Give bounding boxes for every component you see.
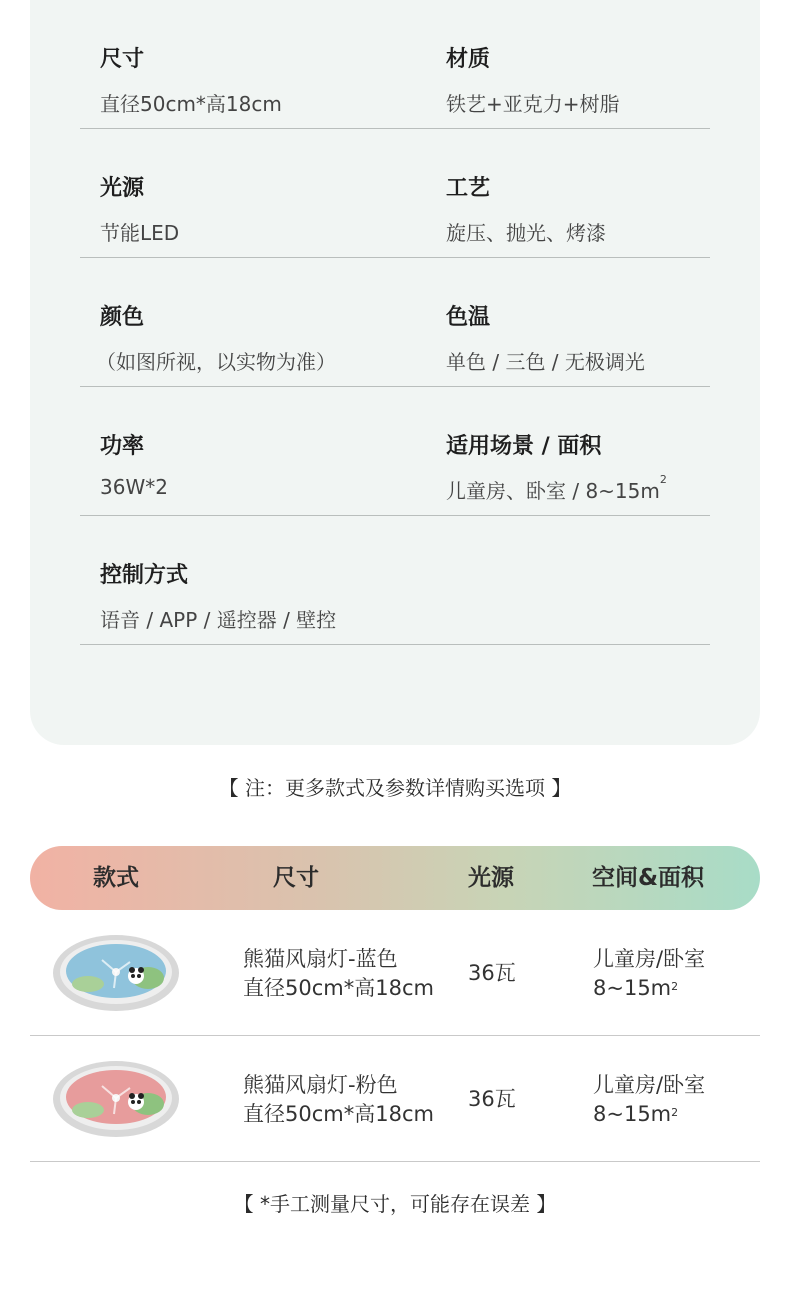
superscript: 2 xyxy=(671,980,679,993)
table-row xyxy=(30,1036,760,1162)
spec-row-size-material xyxy=(80,0,710,129)
spec-value-text: 儿童房、卧室 / 8~15m xyxy=(446,479,660,503)
spec-row-power-scene xyxy=(80,387,710,516)
spec-label: 控制方式 xyxy=(100,563,189,588)
spec-label: 尺寸 xyxy=(100,47,145,72)
spec-label: 功率 xyxy=(100,434,145,459)
lamp-thumbnail-pink xyxy=(52,1060,180,1138)
spec-value: 节能LED xyxy=(100,221,180,245)
options-note: 【 注：更多款式及参数详情购买选项 】 xyxy=(218,776,572,800)
table-row xyxy=(30,910,760,1036)
measure-note: 【 *手工测量尺寸，可能存在误差 】 xyxy=(233,1192,557,1216)
area-text: 8~15m xyxy=(593,1102,672,1126)
product-area xyxy=(593,974,678,1003)
spec-label: 色温 xyxy=(446,305,491,330)
spec-value: 直径50cm*高18cm xyxy=(100,92,282,116)
product-power: 36瓦 xyxy=(468,1087,516,1111)
spec-value: 旋压、抛光、烤漆 xyxy=(446,221,606,245)
superscript: 2 xyxy=(659,473,667,486)
spec-label: 光源 xyxy=(100,176,145,201)
spec-row-light-craft xyxy=(80,129,710,258)
product-space: 儿童房/卧室 xyxy=(593,947,706,971)
product-power: 36瓦 xyxy=(468,961,516,985)
spec-card xyxy=(30,0,760,745)
header-light-source: 光源 xyxy=(468,865,514,891)
header-size: 尺寸 xyxy=(273,865,319,891)
spec-value: （如图所视，以实物为准） xyxy=(96,350,336,374)
lamp-thumbnail-blue xyxy=(52,934,180,1012)
product-space: 儿童房/卧室 xyxy=(593,1073,706,1097)
product-size: 直径50cm*高18cm xyxy=(243,1102,434,1126)
table-header xyxy=(30,846,760,910)
spec-label: 工艺 xyxy=(446,176,491,201)
product-area xyxy=(593,1100,678,1129)
product-name: 熊猫风扇灯-蓝色 xyxy=(243,947,398,971)
spec-label: 颜色 xyxy=(100,305,145,330)
header-style: 款式 xyxy=(93,865,139,891)
spec-value: 单色 / 三色 / 无极调光 xyxy=(446,350,645,374)
spec-row-control xyxy=(80,516,710,645)
spec-value: 语音 / APP / 遥控器 / 壁控 xyxy=(100,608,337,632)
spec-row-color-temp xyxy=(80,258,710,387)
spec-value xyxy=(446,475,667,504)
product-name: 熊猫风扇灯-粉色 xyxy=(243,1073,398,1097)
spec-label: 适用场景 / 面积 xyxy=(446,434,602,459)
product-size: 直径50cm*高18cm xyxy=(243,976,434,1000)
superscript: 2 xyxy=(671,1106,679,1119)
area-text: 8~15m xyxy=(593,976,672,1000)
spec-value: 36W*2 xyxy=(100,475,168,499)
spec-value: 铁艺+亚克力+树脂 xyxy=(446,92,620,116)
spec-label: 材质 xyxy=(446,47,491,72)
header-space-area: 空间&面积 xyxy=(592,865,705,891)
